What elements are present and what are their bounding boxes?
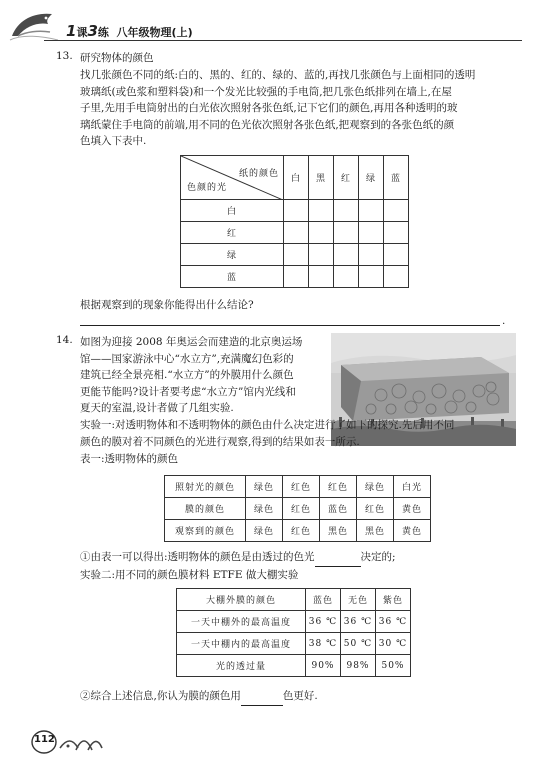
q14-intro-line: 建筑已经全景亮相.“水立方”的外膜用什么颜色 [80,369,294,382]
q14-exp1-line: 实验一:对透明物体和不透明物体的颜色由什么决定进行了如下的探究.先后用不同 [80,419,455,431]
table-cell: 黑色 [320,520,357,542]
q13-number: 13. [56,50,73,62]
table1-caption: 表一:透明物体的颜色 [80,453,179,465]
answer-cell[interactable] [309,244,334,266]
answer-cell[interactable] [384,222,409,244]
table-cell: 30 ℃ [376,633,411,655]
corner-bottom-label: 色颜的光 [187,183,228,193]
table-cell: 观察到的颜色 [165,520,246,542]
table-cell: 一天中棚外的最高温度 [177,611,306,633]
q14-table2 [176,588,411,677]
table-cell: 红色 [283,498,320,520]
q14-intro [80,334,328,417]
table-row [177,655,411,677]
answer-cell[interactable] [309,222,334,244]
q13-line: 色填入下表中. [80,135,147,148]
table-cell: 98% [341,655,376,677]
answer-cell[interactable] [334,266,359,288]
row-header: 红 [181,222,284,244]
q2-text-after: 色更好. [282,690,318,702]
table-cell: 黄色 [394,520,431,542]
table-row [181,244,409,266]
q14-question-2 [80,688,512,706]
answer-cell[interactable] [284,244,309,266]
table-cell: 红色 [283,476,320,498]
header-title [66,22,193,40]
q13-line: 璃纸蒙住手电筒的前端,用不同的色光依次照射各张色纸,把观察到的各张色纸的颜 [80,118,455,131]
table-cell: 大棚外膜的颜色 [177,589,306,611]
table-cell: 38 ℃ [306,633,341,655]
answer-cell[interactable] [334,222,359,244]
answer-cell[interactable] [334,200,359,222]
table-row [181,266,409,288]
table-cell: 50 ℃ [341,633,376,655]
q14-exp1 [80,417,512,450]
table-row [165,498,431,520]
q13-line: 子里,先用手电筒射出的白光依次照射各张色纸,记下它们的颜色,再用各种透明的玻 [80,102,458,115]
q13-color-table [180,155,409,288]
logo-word-2: 练 [97,26,109,39]
answer-cell[interactable] [284,200,309,222]
table-cell: 黄色 [394,498,431,520]
answer-cell[interactable] [359,244,384,266]
table-cell: 紫色 [376,589,411,611]
table-cell: 膜的颜色 [165,498,246,520]
q14-number: 14. [56,334,73,346]
answer-cell[interactable] [384,244,409,266]
q2-answer-blank[interactable] [241,688,283,706]
table-cell: 绿色 [357,476,394,498]
row-header: 白 [181,200,284,222]
q14-intro-line: 更能节能吗?设计者要考虑“水立方”馆内光线和 [80,385,296,398]
corner-top-label: 纸的颜色 [238,169,279,179]
table-cell: 36 ℃ [306,611,341,633]
table-cell: 绿色 [246,520,283,542]
table-cell: 无色 [341,589,376,611]
q14-exp1-line: 颜色的膜对着不同颜色的光进行观察,得到的结果如表一所示. [80,435,360,448]
table-row [165,520,431,542]
q14-intro-line: 馆——国家游泳中心“水立方”,充满魔幻色彩的 [80,352,294,365]
answer-cell[interactable] [334,244,359,266]
logo-digit-3: 3 [87,22,98,40]
q1-answer-blank[interactable] [315,549,361,567]
table-row [181,200,409,222]
logo-digit-1: 1 [66,22,77,40]
table-row [165,476,431,498]
column-header: 白 [284,156,309,200]
table-cell: 蓝色 [320,498,357,520]
q14-intro-line: 如图为迎接 2008 年奥运会而建造的北京奥运场 [80,336,303,348]
table-row [181,222,409,244]
table-row [177,611,411,633]
answer-cell[interactable] [309,266,334,288]
table-cell: 光的透过量 [177,655,306,677]
q13-title: 研究物体的颜色 [80,52,154,64]
column-header: 绿 [359,156,384,200]
q14-question-1 [80,549,512,567]
q2-text-before: ②综合上述信息,你认为膜的颜色用 [80,690,241,702]
logo-word-1: 课 [76,26,88,39]
table-cell: 绿色 [246,498,283,520]
page-number: 112 [34,734,55,745]
q13-line: 玻璃纸(或色浆和塑料袋)和一个发光比较强的手电筒,把几张色纸排列在墙上,在屋 [80,85,452,98]
table-cell: 红色 [357,498,394,520]
column-header: 蓝 [384,156,409,200]
table-cell: 90% [306,655,341,677]
answer-cell[interactable] [359,200,384,222]
table-cell: 一天中棚内的最高温度 [177,633,306,655]
row-header: 蓝 [181,266,284,288]
q14-intro-line: 夏天的室温,设计者做了几组实验. [80,402,234,415]
q13-line: 找几张颜色不同的纸:白的、黑的、红的、绿的、蓝的,再找几张颜色与上面相同的透明 [80,69,476,81]
header-divider [44,40,522,41]
table-cell: 照射光的颜色 [165,476,246,498]
table-cell: 36 ℃ [376,611,411,633]
q13-question: 根据观察到的现象你能得出什么结论? [80,299,254,311]
answer-cell[interactable] [384,266,409,288]
column-header: 黑 [309,156,334,200]
answer-cell[interactable] [309,200,334,222]
answer-cell[interactable] [359,222,384,244]
q14-table1 [164,475,431,542]
answer-cell[interactable] [284,266,309,288]
table-cell: 蓝色 [306,589,341,611]
table-row [177,589,411,611]
q13-answer-period: . [502,315,506,327]
q13-corner-cell [181,156,284,200]
answer-cell[interactable] [359,266,384,288]
q14-exp2: 实验二:用不同的颜色膜材料 ETFE 做大棚实验 [80,569,299,581]
table-cell: 黑色 [357,520,394,542]
table-row [177,633,411,655]
dolphin-logo-icon [8,6,70,44]
answer-cell[interactable] [284,222,309,244]
column-header: 红 [334,156,359,200]
answer-cell[interactable] [384,200,409,222]
row-header: 绿 [181,244,284,266]
table-cell: 红色 [320,476,357,498]
q13-answer-line[interactable] [80,325,500,326]
table-cell: 白光 [394,476,431,498]
table-cell: 50% [376,655,411,677]
q13-body [80,67,512,150]
table-cell: 绿色 [246,476,283,498]
q1-text-after: 决定的; [360,551,396,563]
q1-text-before: ①由表一可以得出:透明物体的颜色是由透过的色光 [80,551,315,563]
table-cell: 红色 [283,520,320,542]
table-cell: 36 ℃ [341,611,376,633]
subject-label: 八年级物理(上) [116,26,193,39]
